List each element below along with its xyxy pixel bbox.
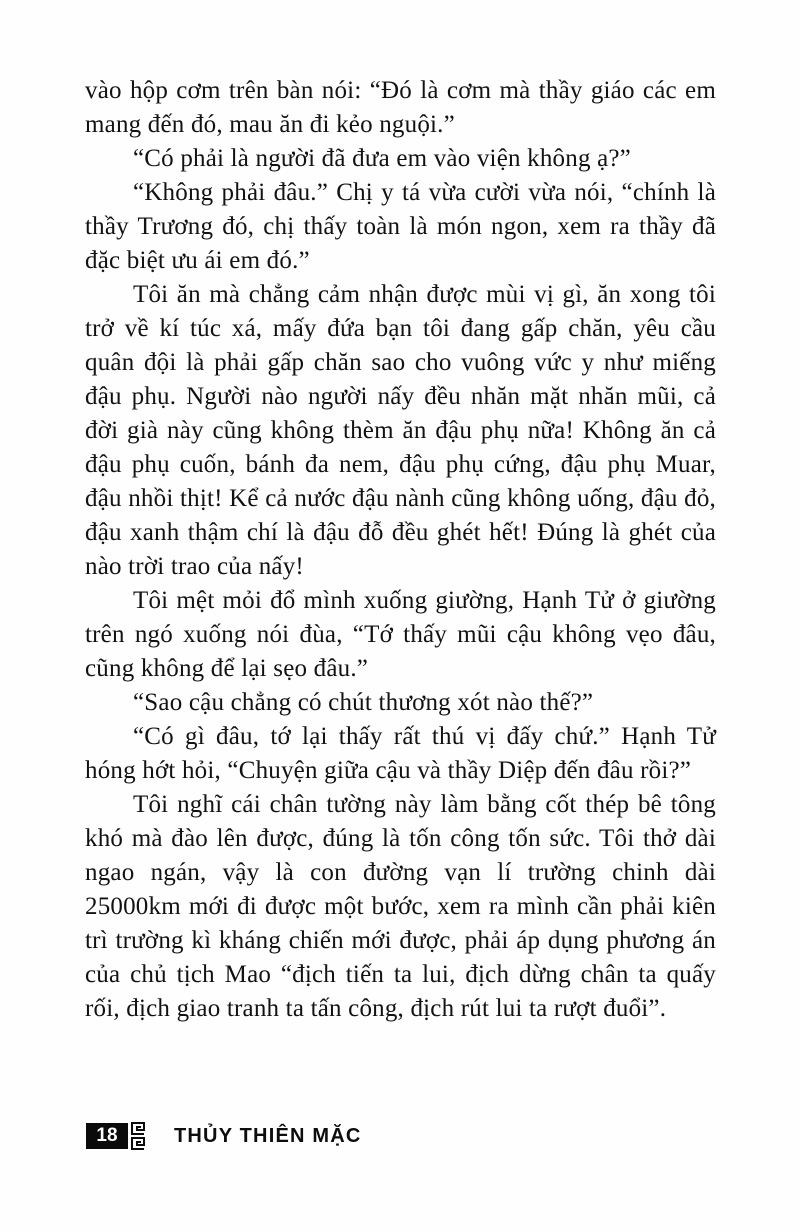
paragraph: “Có gì đâu, tớ lại thấy rất thú vị đấy chứ.” Hạnh Tử hóng hớt hỏi, “Chuyện giữa cậu và thầy Diệp đến đâu rồi?”: [85, 723, 716, 784]
page-body: [85, 74, 716, 1026]
paragraph: Tôi mệt mỏi đổ mình xuống giường, Hạnh Tử ở giường trên ngó xuống nói đùa, “Tớ thấy mũi cậu không vẹo đâu, cũng không để lại sẹo đâu.”: [85, 587, 716, 682]
paragraph: “Không phải đâu.” Chị y tá vừa cười vừa nói, “chính là thầy Trương đó, chị thấy toàn là món ngon, xem ra thầy đã đặc biệt ưu ái em đó.”: [85, 179, 716, 274]
paragraph: “Sao cậu chẳng có chút thương xót nào thế?”: [133, 689, 594, 716]
paragraph: vào hộp cơm trên bàn nói: “Đó là cơm mà thầy giáo các em mang đến đó, mau ăn đi kẻo nguội.”: [85, 77, 716, 138]
paragraph: Tôi ăn mà chẳng cảm nhận được mùi vị gì, ăn xong tôi trở về kí túc xá, mấy đứa bạn tôi đang gấp chăn, yêu cầu quân đội là phải gấp chăn sao cho vuông vức y như miếng đậu phụ. Người nào người nấy đều nhăn mặt nhăn mũi, cả đời già này cũng không thèm ăn đậu phụ nữa! Không ăn cả đậu phụ cuốn, bánh đa nem, đậu phụ cứng, đậu phụ Muar, đậu nhồi thịt! Kể cả nước đậu nành cũng không uống, đậu đỏ, đậu xanh thậm chí là đậu đỗ đều ghét hết! Đúng là ghét của nào trời trao của nấy!: [85, 281, 716, 580]
paragraph: “Có phải là người đã đưa em vào viện không ạ?”: [133, 145, 631, 172]
page-number-badge: 18: [86, 1123, 128, 1149]
book-title: THỦY THIÊN MẶC: [174, 1124, 362, 1147]
paragraph: Tôi nghĩ cái chân tường này làm bằng cốt thép bê tông khó mà đào lên được, đúng là tốn công tốn sức. Tôi thở dài ngao ngán, vậy là con đường vạn lí trường chinh dài 25000km mới đi được một bước, xem ra mình cần phải kiên trì trường kì kháng chiến mới được, phải áp dụng phương án của chủ tịch Mao “địch tiến ta lui, địch dừng chân ta quấy rối, địch giao tranh ta tấn công, địch rút lui ta rượt đuổi”.: [85, 791, 716, 1022]
page-footer: [86, 1122, 362, 1150]
double-square-spiral-ornament-icon: [130, 1122, 146, 1150]
